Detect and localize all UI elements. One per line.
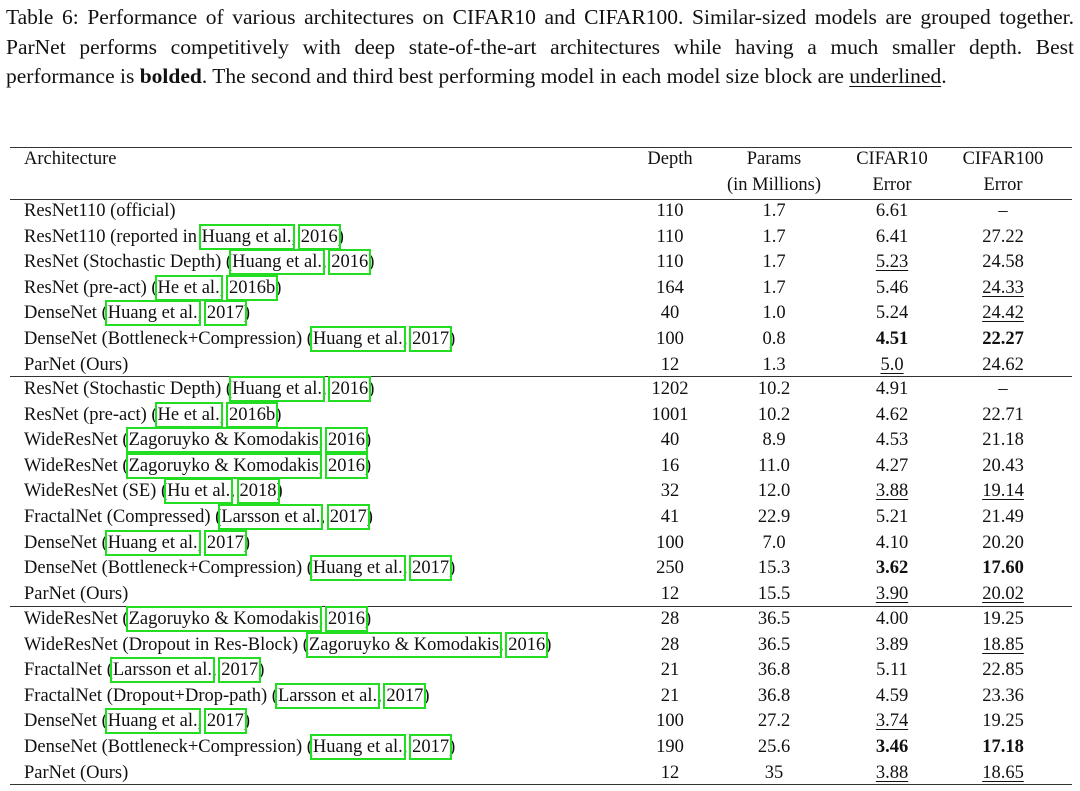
cell-depth: 28 — [660, 634, 680, 655]
citation-close: ) — [276, 481, 283, 502]
cifar100-value: 24.42 — [982, 303, 1024, 324]
cell-cifar100-error — [948, 404, 1058, 426]
citation-separator: , — [219, 404, 229, 425]
cifar10-value: 5.46 — [875, 277, 909, 298]
citation-author-link[interactable]: Huang et al. — [107, 532, 198, 553]
cell-cifar10-error — [844, 480, 940, 502]
cifar10-value: 6.61 — [875, 201, 909, 221]
citation-year-link[interactable]: 2016 — [331, 252, 369, 273]
cell-depth: 100 — [656, 532, 684, 553]
cifar100-value: 19.14 — [982, 481, 1024, 502]
cifar100-value: 23.36 — [982, 685, 1024, 706]
cifar100-value: 21.49 — [982, 507, 1024, 527]
citation-author-link[interactable]: Zagoruyko & Komodakis — [308, 634, 500, 655]
cell-cifar100-error — [948, 736, 1058, 758]
citation-separator: , — [318, 455, 328, 476]
cell-cifar100-error — [948, 710, 1058, 732]
caption-bold-word: bolded — [139, 64, 202, 88]
cifar100-value: 22.71 — [982, 404, 1024, 425]
citation-separator: , — [318, 430, 328, 451]
cifar10-value: 3.74 — [875, 711, 909, 732]
cell-cifar10-error — [844, 762, 940, 784]
cifar100-value: – — [998, 379, 1008, 399]
cell-depth: 40 — [660, 303, 680, 324]
cell-params: 36.5 — [757, 609, 791, 629]
cell-depth: 1202 — [651, 379, 689, 399]
cell-depth: 21 — [660, 660, 680, 681]
citation-author-link[interactable]: Huang et al. — [107, 711, 198, 732]
citation-year-link[interactable]: 2017 — [206, 532, 244, 553]
block-divider-2 — [10, 606, 1072, 607]
cell-cifar100-error — [948, 302, 1058, 324]
cifar10-value: 4.00 — [875, 609, 909, 629]
cifar100-value: 17.60 — [982, 558, 1024, 579]
cifar100-value: 24.58 — [982, 252, 1024, 273]
architecture-name: ResNet (Stochastic Depth) ( — [24, 379, 233, 399]
cell-cifar10-error — [844, 455, 940, 477]
cell-params: 0.8 — [762, 329, 786, 349]
cell-depth: 28 — [660, 609, 680, 629]
cifar10-value: 3.88 — [875, 762, 909, 783]
cifar100-value: 27.22 — [982, 226, 1024, 247]
cell-architecture — [24, 378, 374, 400]
citation-year-link[interactable]: 2016 — [508, 634, 546, 655]
citation-author-link[interactable]: Larsson et al. — [277, 685, 378, 706]
architecture-name: ResNet (Stochastic Depth) ( — [24, 252, 233, 273]
citation-separator: , — [402, 737, 413, 757]
citation-year-link[interactable]: 2016 — [331, 379, 369, 399]
citation-year-link[interactable]: 2017 — [412, 737, 450, 757]
cell-depth: 250 — [656, 558, 684, 579]
cell-cifar10-error — [844, 200, 940, 222]
table-caption — [6, 3, 1074, 92]
citation-author-link[interactable]: Huang et al. — [232, 252, 322, 273]
citation-separator: , — [320, 507, 330, 527]
architecture-name: DenseNet ( — [24, 532, 108, 553]
caption-label: Table 6: — [6, 5, 79, 29]
citation-year-link[interactable]: 2017 — [206, 711, 244, 732]
cell-depth: 110 — [656, 201, 684, 221]
cifar100-value: 24.33 — [982, 277, 1024, 298]
cell-architecture — [24, 429, 371, 451]
cell-params: 12.0 — [757, 481, 791, 502]
cell-params: 36.5 — [757, 634, 791, 655]
cell-cifar10-error — [844, 328, 940, 350]
cifar100-value: – — [998, 201, 1008, 221]
architecture-name: WideResNet (Dropout in Res-Block) ( — [24, 634, 309, 655]
cifar10-value: 3.90 — [875, 583, 909, 604]
citation-separator: , — [197, 303, 207, 324]
citation-close: ) — [364, 609, 372, 629]
architecture-name: WideResNet ( — [24, 430, 129, 451]
citation-close: ) — [243, 532, 251, 553]
cell-cifar100-error — [948, 251, 1058, 273]
cifar100-value: 24.62 — [982, 354, 1024, 375]
cifar10-value: 5.11 — [876, 660, 908, 681]
cifar100-value: 18.65 — [982, 762, 1024, 783]
cell-cifar10-error — [844, 583, 940, 605]
cell-architecture — [24, 302, 250, 324]
citation-author-link[interactable]: He et al. — [157, 404, 220, 425]
architecture-name: ResNet (pre-act) ( — [24, 277, 158, 298]
citation-year-link[interactable]: 2017 — [412, 558, 450, 579]
citation-close: ) — [243, 303, 251, 324]
cell-params: 15.5 — [757, 583, 791, 604]
cell-cifar10-error — [844, 354, 940, 376]
cell-architecture — [24, 404, 281, 426]
cifar10-value: 4.10 — [875, 532, 909, 553]
architecture-name: FractalNet ( — [24, 660, 113, 681]
cell-depth: 41 — [660, 507, 680, 527]
cell-cifar10-error — [844, 429, 940, 451]
cell-depth: 1001 — [651, 404, 689, 425]
cell-cifar10-error — [844, 659, 940, 681]
cell-params: 36.8 — [757, 660, 791, 681]
cifar10-value: 3.46 — [875, 737, 909, 757]
citation-author-link[interactable]: Zagoruyko & Komodakis — [128, 455, 319, 476]
architecture-name: ResNet110 (official) — [24, 201, 176, 221]
cell-cifar10-error — [844, 532, 940, 554]
cell-architecture — [24, 480, 283, 502]
cell-architecture — [24, 277, 281, 299]
citation-year-link[interactable]: 2016 — [327, 455, 365, 476]
citation-close: ) — [366, 507, 373, 527]
citation-year-link[interactable]: 2017 — [386, 685, 424, 706]
header-params: Params — [746, 149, 802, 169]
cell-cifar10-error — [844, 404, 940, 426]
cell-depth: 164 — [656, 277, 684, 298]
architecture-name: FractalNet (Compressed) ( — [24, 507, 222, 527]
cifar10-value: 5.23 — [875, 252, 909, 273]
cell-params: 1.7 — [762, 226, 786, 247]
cell-cifar10-error — [844, 736, 940, 758]
cell-params: 7.0 — [762, 532, 786, 553]
citation-separator: , — [291, 226, 301, 247]
cell-architecture — [24, 226, 344, 248]
cell-cifar100-error — [948, 226, 1058, 248]
cell-cifar100-error — [948, 557, 1058, 579]
cifar10-value: 6.41 — [875, 226, 909, 247]
cell-depth: 100 — [656, 711, 684, 732]
cifar10-value: 4.53 — [875, 430, 909, 451]
header-depth: Depth — [647, 149, 693, 169]
cell-cifar10-error — [844, 608, 940, 630]
citation-author-link[interactable]: Larsson et al. — [112, 660, 213, 681]
cifar10-value: 3.88 — [875, 481, 909, 502]
architecture-name: DenseNet (Bottleneck+Compression) ( — [24, 737, 313, 757]
citation-separator: , — [321, 252, 332, 273]
cell-params: 36.8 — [757, 685, 791, 706]
citation-year-link[interactable]: 2017 — [206, 303, 244, 324]
architecture-name: DenseNet ( — [24, 711, 108, 732]
architecture-name: DenseNet (Bottleneck+Compression) ( — [24, 329, 313, 349]
cell-depth: 110 — [656, 226, 684, 247]
architecture-name: WideResNet ( — [24, 455, 129, 476]
cell-architecture — [24, 532, 250, 554]
citation-separator: , — [197, 711, 207, 732]
cell-params: 1.7 — [762, 201, 786, 221]
header-params-unit: (in Millions) — [726, 175, 822, 195]
architecture-name: ParNet (Ours) — [24, 762, 129, 783]
cell-depth: 12 — [660, 762, 680, 783]
citation-year-link[interactable]: 2016 — [327, 609, 365, 629]
citation-year-link[interactable]: 2016b — [228, 277, 276, 298]
architecture-name: DenseNet ( — [24, 303, 108, 324]
citation-separator: , — [499, 634, 509, 655]
citation-close: ) — [449, 329, 456, 349]
architecture-name: ParNet (Ours) — [24, 354, 129, 375]
cell-params: 27.2 — [757, 711, 791, 732]
cell-cifar10-error — [844, 506, 940, 528]
citation-author-link[interactable]: Huang et al. — [232, 379, 322, 399]
cell-cifar10-error — [844, 302, 940, 324]
citation-separator: , — [230, 481, 240, 502]
citation-close: ) — [449, 737, 456, 757]
citation-separator: , — [212, 660, 222, 681]
citation-author-link[interactable]: Huang et al. — [312, 329, 403, 349]
cifar10-value: 4.59 — [875, 685, 909, 706]
citation-author-link[interactable]: Zagoruyko & Komodakis — [128, 609, 319, 629]
cifar100-value: 20.02 — [982, 583, 1024, 604]
citation-author-link[interactable]: Hu et al. — [167, 481, 231, 502]
cell-cifar100-error — [948, 762, 1058, 784]
cifar10-value: 5.24 — [875, 303, 909, 324]
cell-architecture — [24, 634, 551, 656]
cell-params: 35 — [764, 762, 784, 783]
cell-cifar100-error — [948, 634, 1058, 656]
citation-close: ) — [364, 455, 372, 476]
cifar10-value: 4.62 — [875, 404, 909, 425]
cell-architecture — [24, 251, 374, 273]
citation-author-link[interactable]: Huang et al. — [312, 737, 403, 757]
cell-depth: 32 — [660, 481, 680, 502]
cell-architecture — [24, 455, 371, 477]
cell-cifar100-error — [948, 583, 1058, 605]
citation-author-link[interactable]: He et al. — [157, 277, 220, 298]
citation-close: ) — [423, 685, 430, 706]
cifar100-value: 19.25 — [982, 609, 1024, 629]
architecture-name: WideResNet ( — [24, 609, 129, 629]
citation-year-link[interactable]: 2016b — [228, 404, 276, 425]
citation-separator: , — [219, 277, 229, 298]
citation-author-link[interactable]: Huang et al. — [201, 226, 292, 247]
citation-separator: , — [321, 379, 332, 399]
cell-params: 22.9 — [757, 507, 791, 527]
architecture-name: ParNet (Ours) — [24, 583, 129, 604]
cell-cifar100-error — [948, 429, 1058, 451]
cell-architecture — [24, 200, 176, 222]
cell-params: 10.2 — [757, 379, 791, 399]
header-cifar100: CIFAR100 — [962, 149, 1044, 169]
cell-depth: 21 — [660, 685, 680, 706]
cell-architecture — [24, 557, 455, 579]
cifar100-value: 17.18 — [982, 737, 1024, 757]
citation-separator: , — [377, 685, 387, 706]
cell-cifar10-error — [844, 277, 940, 299]
cell-cifar100-error — [948, 480, 1058, 502]
cifar100-value: 22.27 — [982, 329, 1024, 349]
cell-architecture — [24, 710, 250, 732]
citation-separator: , — [402, 558, 413, 579]
caption-text-3: . — [941, 64, 947, 88]
citation-close: ) — [368, 252, 375, 273]
cell-cifar10-error — [844, 378, 940, 400]
cell-depth: 12 — [660, 583, 680, 604]
citation-author-link[interactable]: Huang et al. — [107, 303, 198, 324]
cell-params: 15.3 — [757, 558, 791, 579]
cell-params: 25.6 — [757, 737, 791, 757]
cell-cifar10-error — [844, 557, 940, 579]
citation-close: ) — [275, 277, 282, 298]
architecture-name: DenseNet (Bottleneck+Compression) ( — [24, 558, 313, 579]
cell-cifar100-error — [948, 685, 1058, 707]
architecture-name: ResNet (pre-act) ( — [24, 404, 158, 425]
cell-cifar10-error — [844, 685, 940, 707]
citation-author-link[interactable]: Larsson et al. — [221, 507, 321, 527]
cell-architecture — [24, 736, 455, 758]
cifar10-value: 3.62 — [875, 558, 909, 579]
cifar100-value: 21.18 — [982, 430, 1024, 451]
cell-architecture — [24, 506, 373, 528]
cifar100-value: 20.43 — [982, 455, 1024, 476]
cell-cifar100-error — [948, 378, 1058, 400]
cell-depth: 110 — [656, 252, 684, 273]
citation-year-link[interactable]: 2017 — [221, 660, 259, 681]
cell-cifar10-error — [844, 710, 940, 732]
cell-cifar100-error — [948, 455, 1058, 477]
cifar100-value: 18.85 — [982, 634, 1024, 655]
cell-architecture — [24, 354, 128, 376]
header-architecture: Architecture — [24, 149, 117, 169]
citation-close: ) — [337, 226, 344, 247]
cifar100-value: 20.20 — [982, 532, 1024, 553]
architecture-name: FractalNet (Dropout+Drop-path) ( — [24, 685, 278, 706]
cell-params: 8.9 — [762, 430, 786, 451]
caption-text-2: . The second and third best performing model in each model size block are — [201, 64, 844, 88]
citation-close: ) — [368, 379, 375, 399]
cifar10-value: 4.91 — [875, 379, 909, 399]
architecture-name: WideResNet (SE) ( — [24, 481, 168, 502]
cell-params: 1.7 — [762, 252, 786, 273]
header-cifar100-error: Error — [983, 175, 1023, 195]
cifar10-value: 3.89 — [875, 634, 909, 655]
cell-depth: 190 — [656, 737, 684, 757]
citation-author-link[interactable]: Zagoruyko & Komodakis — [128, 430, 319, 451]
cell-depth: 12 — [660, 354, 680, 375]
cell-architecture — [24, 608, 371, 630]
citation-year-link[interactable]: 2017 — [412, 329, 450, 349]
cifar10-value: 4.27 — [875, 455, 909, 476]
cell-architecture — [24, 659, 264, 681]
citation-year-link[interactable]: 2016 — [327, 430, 365, 451]
header-cifar10: CIFAR10 — [856, 149, 928, 169]
cell-cifar100-error — [948, 328, 1058, 350]
cell-cifar10-error — [844, 634, 940, 656]
cell-params: 11.0 — [758, 455, 790, 476]
citation-separator: , — [318, 609, 328, 629]
cell-cifar100-error — [948, 200, 1058, 222]
cifar100-value: 19.25 — [982, 711, 1024, 732]
cell-cifar100-error — [948, 506, 1058, 528]
cell-architecture — [24, 685, 430, 707]
cell-params: 1.3 — [762, 354, 786, 375]
cell-depth: 40 — [660, 430, 680, 451]
cell-architecture — [24, 583, 128, 605]
cifar100-value: 22.85 — [982, 660, 1024, 681]
citation-year-link[interactable]: 2017 — [329, 507, 367, 527]
citation-close: ) — [545, 634, 552, 655]
header-cifar10-error: Error — [872, 175, 912, 195]
cell-cifar100-error — [948, 532, 1058, 554]
cifar10-value: 4.51 — [875, 329, 909, 349]
cell-cifar100-error — [948, 277, 1058, 299]
citation-close: ) — [243, 711, 251, 732]
cell-cifar100-error — [948, 659, 1058, 681]
caption-underlined-word: underlined — [849, 64, 942, 88]
cell-architecture — [24, 762, 128, 784]
cell-depth: 16 — [660, 455, 680, 476]
citation-close: ) — [449, 558, 456, 579]
cell-cifar10-error — [844, 251, 940, 273]
architecture-name: ResNet110 (reported in — [24, 226, 202, 247]
cell-params: 10.2 — [757, 404, 791, 425]
citation-close: ) — [275, 404, 282, 425]
citation-close: ) — [364, 430, 372, 451]
cell-depth: 100 — [656, 329, 684, 349]
cell-params: 1.7 — [762, 277, 786, 298]
table-bottom-rule — [10, 784, 1072, 785]
cell-params: 1.0 — [762, 303, 786, 324]
cell-cifar100-error — [948, 354, 1058, 376]
block-divider-1 — [10, 376, 1072, 377]
citation-separator: , — [402, 329, 413, 349]
citation-separator: , — [197, 532, 207, 553]
citation-author-link[interactable]: Huang et al. — [312, 558, 403, 579]
cell-architecture — [24, 328, 455, 350]
citation-year-link[interactable]: 2018 — [239, 481, 277, 502]
cifar10-value: 5.0 — [880, 354, 904, 375]
citation-close: ) — [258, 660, 265, 681]
citation-year-link[interactable]: 2016 — [300, 226, 338, 247]
cell-cifar10-error — [844, 226, 940, 248]
caption-text-1: Performance of various architectures on CIFAR10 and CIFAR100. Similar-sized models are grouped together. ParNet performs competitively with deep state-of-the-art architectures while having a much smaller depth. Best performance is — [6, 5, 1074, 88]
cifar10-value: 5.21 — [875, 507, 909, 527]
cell-cifar100-error — [948, 608, 1058, 630]
